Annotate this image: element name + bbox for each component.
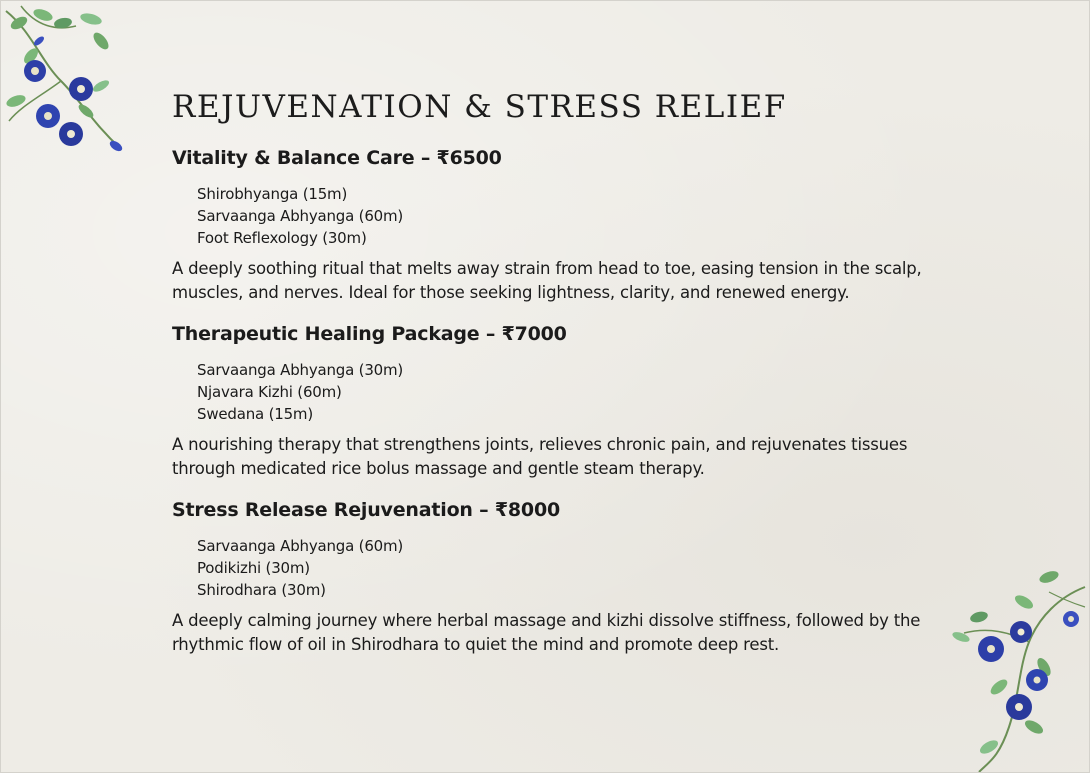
package-description: A deeply calming journey where herbal massage and kizhi dissolve stiffness, followed by the rhythmic flow of oil in Shirodhara to quiet the mind and promote deep rest.	[172, 611, 921, 654]
treatment-item: Sarvaanga Abhyanga (30m)	[197, 361, 404, 379]
treatment-item: Sarvaanga Abhyanga (60m)	[197, 207, 404, 225]
package-title: Stress Release Rejuvenation – ₹8000	[172, 499, 560, 521]
menu-content	[172, 89, 932, 675]
treatment-item: Foot Reflexology (30m)	[197, 229, 367, 247]
treatment-item: Shirobhyanga (15m)	[197, 185, 348, 203]
package-description: A deeply soothing ritual that melts away strain from head to toe, easing tension in the scalp, muscles, and nerves. Ideal for those seeking lightness, clarity, and renewed energy.	[172, 259, 922, 302]
treatment-item: Podikizhi (30m)	[197, 559, 310, 577]
package-title: Vitality & Balance Care – ₹6500	[172, 147, 502, 169]
package-description: A nourishing therapy that strengthens joints, relieves chronic pain, and rejuvenates tissues through medicated rice bolus massage and gentle steam therapy.	[172, 435, 908, 478]
package-vitality-balance	[172, 147, 932, 305]
treatment-list	[197, 535, 932, 601]
treatment-item: Swedana (15m)	[197, 405, 314, 423]
page-title: REJUVENATION & STRESS RELIEF	[172, 89, 787, 125]
package-title: Therapeutic Healing Package – ₹7000	[172, 323, 567, 345]
treatment-list	[197, 183, 932, 249]
package-stress-release	[172, 499, 932, 657]
treatment-list	[197, 359, 932, 425]
floral-vine-top-left-icon	[1, 1, 131, 171]
package-therapeutic-healing	[172, 323, 932, 481]
treatment-item: Sarvaanga Abhyanga (60m)	[197, 537, 404, 555]
floral-vine-bottom-right-icon	[949, 567, 1089, 772]
treatment-item: Njavara Kizhi (60m)	[197, 383, 342, 401]
treatment-item: Shirodhara (30m)	[197, 581, 326, 599]
